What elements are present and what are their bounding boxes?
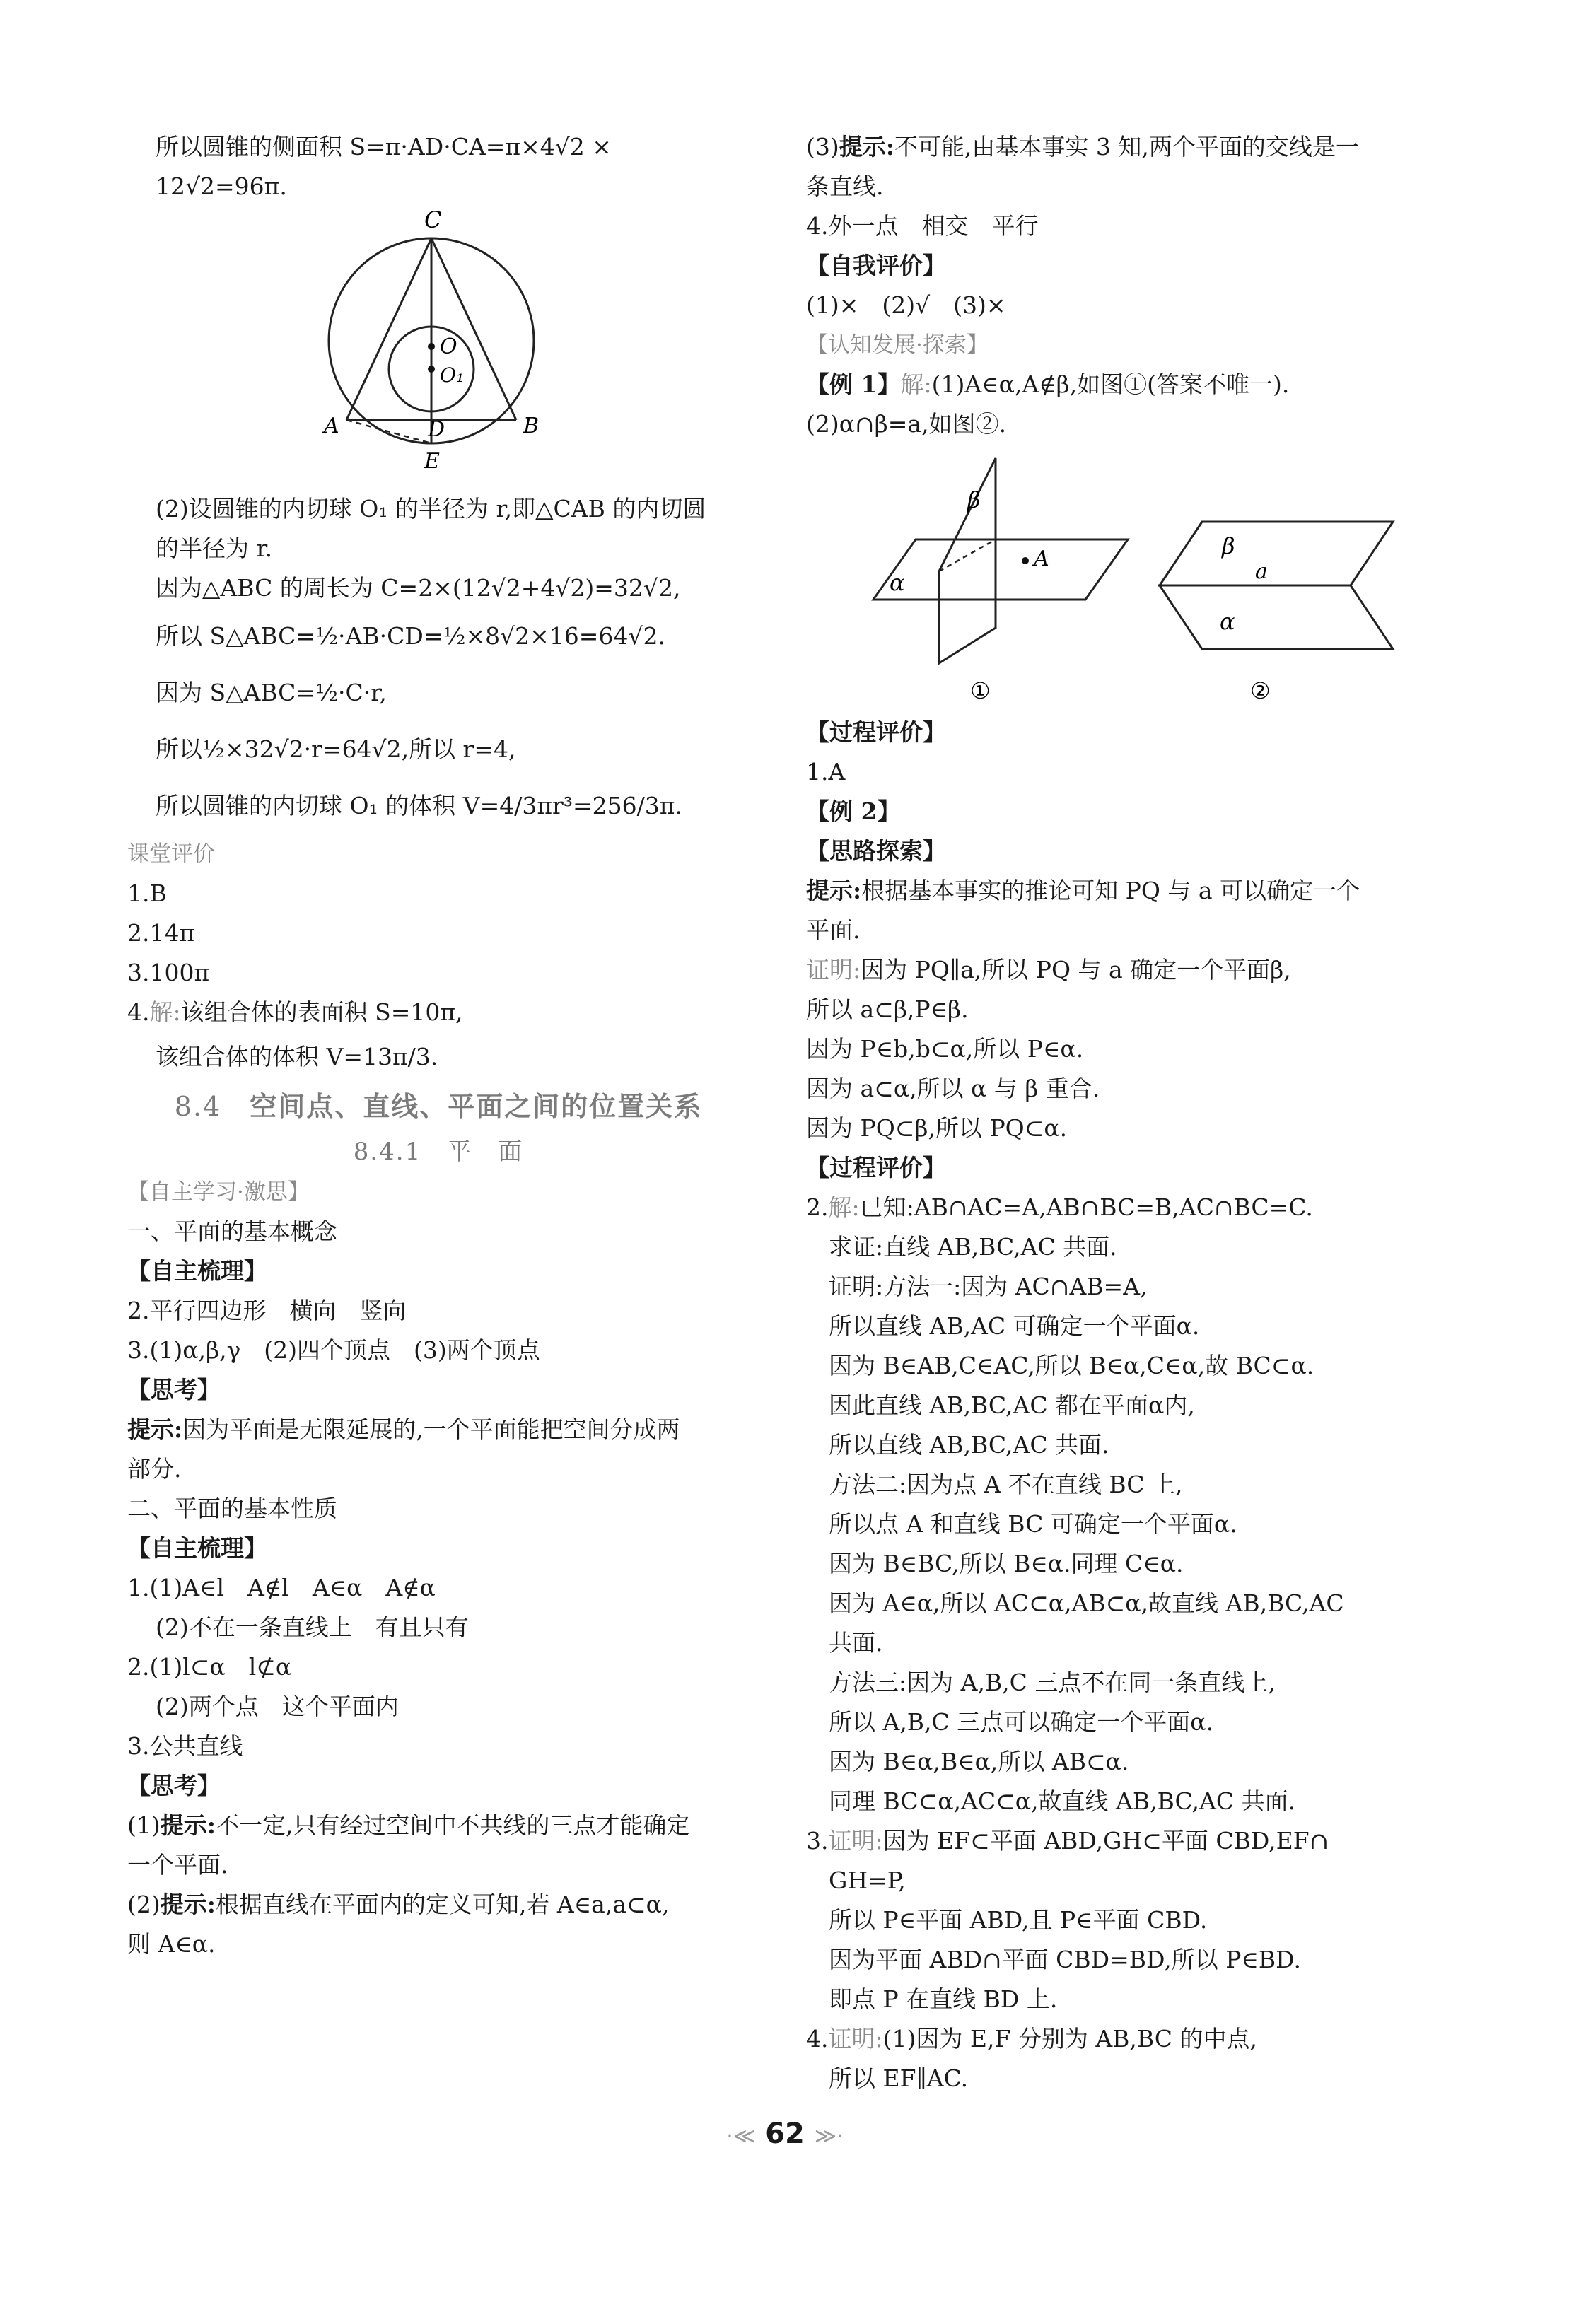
subheading: 【例 2】 xyxy=(806,798,901,825)
text-line: 证明:方法一:因为 AC∩AB=A, xyxy=(829,1273,1148,1300)
text-line: 2.解:已知:AB∩AC=A,AB∩BC=B,AC∩BC=C. xyxy=(806,1193,1313,1221)
text-line: 因为 a⊂α,所以 α 与 β 重合. xyxy=(806,1075,1100,1102)
text-line: 因为 B∈BC,所以 B∈α.同理 C∈α. xyxy=(829,1550,1184,1577)
subheading: 【自主梳理】 xyxy=(127,1534,267,1562)
text-line: 4.证明:(1)因为 E,F 分别为 AB,BC 的中点, xyxy=(806,2025,1257,2053)
text-line: 共面. xyxy=(829,1629,883,1657)
text-line: 2.平行四边形 横向 竖向 xyxy=(127,1297,407,1324)
text-line: 证明:因为 PQ∥a,所以 PQ 与 a 确定一个平面β, xyxy=(806,956,1291,983)
text-line: (3)提示:不可能,由基本事实 3 知,两个平面的交线是一 xyxy=(806,133,1359,160)
label-C: C xyxy=(424,206,442,233)
answer-item: 3.100π xyxy=(127,959,210,986)
text-line: 因为 P∈b,b⊂α,所以 P∈α. xyxy=(806,1035,1084,1063)
text-line: (1)提示:不一定,只有经过空间中不共线的三点才能确定 xyxy=(127,1811,690,1839)
self-study-tag: 【自主学习·激思】 xyxy=(127,1179,310,1205)
section-heading: 8.4 空间点、直线、平面之间的位置关系 xyxy=(174,1090,703,1122)
subheading: 【过程评价】 xyxy=(806,1154,946,1181)
text-line: 则 A∈α. xyxy=(127,1930,216,1958)
answer-item: 1.B xyxy=(127,880,167,907)
text-line: 所以 S△ABC=½·AB·CD=½×8√2×16=64√2. xyxy=(156,622,665,650)
text-line: 即点 P 在直线 BD 上. xyxy=(829,1985,1058,2013)
fig2-caption: ② xyxy=(1250,677,1271,704)
text-line: (2)α∩β=a,如图②. xyxy=(806,410,1007,438)
text-line: 条直线. xyxy=(806,173,884,200)
fig1-caption: ① xyxy=(970,677,991,704)
label-B: B xyxy=(523,414,540,438)
text-line: 所以圆锥的内切球 O₁ 的体积 V=4/3πr³=256/3π. xyxy=(156,792,682,819)
subheading: 【思路探索】 xyxy=(806,837,946,865)
label-O: O xyxy=(440,334,457,359)
fig1-label-beta: β xyxy=(967,486,981,513)
text-line: 平面. xyxy=(806,916,861,944)
planes-figure xyxy=(806,444,1457,713)
text-line: 因为平面 ABD∩平面 CBD=BD,所以 P∈BD. xyxy=(829,1946,1301,1973)
text-line: 该组合体的体积 V=13π/3. xyxy=(156,1043,438,1070)
fig1-label-A: A xyxy=(1034,547,1049,571)
text-line: 部分. xyxy=(127,1455,182,1483)
answer-item: 2.14π xyxy=(127,919,195,947)
text-line: (2)不在一条直线上 有且只有 xyxy=(156,1613,469,1641)
text-line: 因为△ABC 的周长为 C=2×(12√2+4√2)=32√2, xyxy=(156,574,681,602)
subheading: 【思考】 xyxy=(127,1772,221,1799)
text-line: 3.公共直线 xyxy=(127,1732,243,1760)
text-line: (2)设圆锥的内切球 O₁ 的半径为 r,即△CAB 的内切圆 xyxy=(156,495,706,522)
text-line: 所以直线 AB,AC 可确定一个平面α. xyxy=(829,1312,1200,1340)
text-line: 2.(1)l⊂α l⊄α xyxy=(127,1653,292,1681)
subsection-heading: 8.4.1 平 面 xyxy=(353,1138,524,1166)
subheading: 【过程评价】 xyxy=(806,718,946,746)
text-line: 所以 EF∥AC. xyxy=(829,2065,969,2092)
text-line: 的半径为 r. xyxy=(156,535,273,562)
text-line: 因为 A∈α,所以 AC⊂α,AB⊂α,故直线 AB,BC,AC xyxy=(829,1589,1344,1617)
label-D: D xyxy=(428,417,445,442)
text-line: 提示:因为平面是无限延展的,一个平面能把空间分成两 xyxy=(127,1415,680,1443)
text-line: (2)提示:根据直线在平面内的定义可知,若 A∈a,a⊂α, xyxy=(127,1891,670,1918)
text-line: 所以直线 AB,BC,AC 共面. xyxy=(829,1431,1109,1459)
text-line: (1)× (2)√ (3)× xyxy=(806,291,1006,319)
text-line: 因为 S△ABC=½·C·r, xyxy=(156,679,387,706)
fig1-label-alpha: α xyxy=(890,569,905,596)
cone-inscribed-sphere-figure xyxy=(127,206,750,489)
text-line: 4.外一点 相交 平行 xyxy=(806,212,1039,240)
text-line: 所以圆锥的侧面积 S=π·AD·CA=π×4√2 × xyxy=(156,133,612,160)
text-line: 所以½×32√2·r=64√2,所以 r=4, xyxy=(156,735,516,763)
text-line: (2)两个点 这个平面内 xyxy=(156,1693,399,1720)
text-line: 所以 P∈平面 ABD,且 P∈平面 CBD. xyxy=(829,1906,1208,1934)
text-line: 1.A xyxy=(806,758,846,786)
label-O1: O₁ xyxy=(440,363,465,387)
text-line: 因为 PQ⊂β,所以 PQ⊂α. xyxy=(806,1114,1068,1142)
develop-tag: 【认知发展·探索】 xyxy=(806,332,989,358)
text-line: 1.(1)A∈l A∉l A∈α A∉α xyxy=(127,1574,436,1601)
text-line: 方法三:因为 A,B,C 三点不在同一条直线上, xyxy=(829,1669,1276,1696)
text-line: 所以点 A 和直线 BC 可确定一个平面α. xyxy=(829,1510,1237,1538)
text-line: 求证:直线 AB,BC,AC 共面. xyxy=(829,1233,1117,1261)
text-line: 3.(1)α,β,γ (2)四个顶点 (3)两个顶点 xyxy=(127,1336,540,1364)
label-E: E xyxy=(424,449,440,474)
text-line: 因为 B∈α,B∈α,所以 AB⊂α. xyxy=(829,1748,1129,1775)
label-A: A xyxy=(324,414,339,438)
subheading: 【自主梳理】 xyxy=(127,1257,267,1285)
class-eval-title: 课堂评价 xyxy=(127,841,215,867)
text-line: 一个平面. xyxy=(127,1851,228,1879)
text-line: 方法二:因为点 A 不在直线 BC 上, xyxy=(829,1471,1183,1498)
text-line: 二、平面的基本性质 xyxy=(127,1495,337,1522)
text-line: 因此直线 AB,BC,AC 都在平面α内, xyxy=(829,1391,1195,1419)
text-line: 一、平面的基本概念 xyxy=(127,1218,337,1245)
fig2-label-alpha: α xyxy=(1220,608,1235,635)
subheading: 【自我评价】 xyxy=(806,252,946,279)
text-line: 【例 1】解:(1)A∈α,A∉β,如图①(答案不唯一). xyxy=(806,370,1290,398)
fig2-label-beta: β xyxy=(1222,532,1235,559)
left-column xyxy=(127,127,750,1964)
text-line: 提示:根据基本事实的推论可知 PQ 与 a 可以确定一个 xyxy=(806,877,1360,904)
text-line: GH=P, xyxy=(829,1867,906,1894)
text-line: 所以 A,B,C 三点可以确定一个平面α. xyxy=(829,1708,1214,1736)
right-column xyxy=(806,127,1457,2098)
answer-item: 4.解:该组合体的表面积 S=10π, xyxy=(127,998,463,1026)
subheading: 【思考】 xyxy=(127,1376,221,1403)
text-line: 12√2=96π. xyxy=(156,173,287,200)
text-line: 3.证明:因为 EF⊂平面 ABD,GH⊂平面 CBD,EF∩ xyxy=(806,1827,1329,1855)
page-number: ·≪ 62 ≫· xyxy=(726,2118,844,2150)
text-line: 所以 a⊂β,P∈β. xyxy=(806,995,969,1023)
text-line: 同理 BC⊂α,AC⊂α,故直线 AB,BC,AC 共面. xyxy=(829,1787,1296,1815)
text-line: 因为 B∈AB,C∈AC,所以 B∈α,C∈α,故 BC⊂α. xyxy=(829,1352,1314,1379)
fig2-label-a: a xyxy=(1255,559,1268,584)
